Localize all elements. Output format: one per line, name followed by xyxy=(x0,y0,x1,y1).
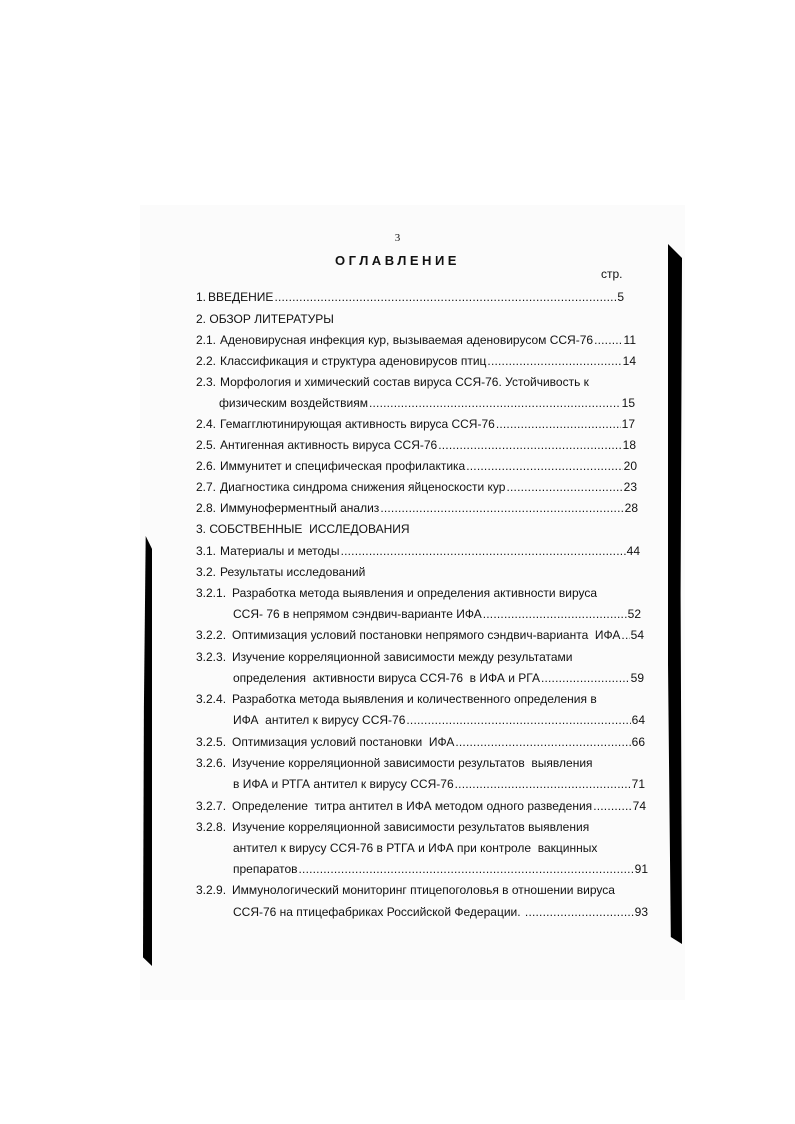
entry-page: 52 xyxy=(627,607,641,621)
toc-entry xyxy=(196,628,644,643)
toc-entry-line xyxy=(233,841,597,856)
entry-page: 20 xyxy=(623,459,637,473)
dot-leader xyxy=(593,799,631,814)
toc-entry xyxy=(219,396,635,411)
toc-heading xyxy=(196,312,334,327)
entry-number: 3.2.4. xyxy=(196,692,227,706)
entry-title: Иммунитет и специфическая профилактика xyxy=(220,459,466,473)
dot-leader xyxy=(466,459,622,474)
toc-entry xyxy=(196,333,636,348)
entry-title: Морфология и химический состав вируса ССЯ-76. Устойчивость к xyxy=(220,375,589,389)
entry-title: Разработка метода выявления и определения активности вируса xyxy=(232,586,598,600)
entry-number: 3.2.1. xyxy=(196,586,227,600)
toc-entry xyxy=(196,735,645,750)
toc-entry xyxy=(233,671,644,686)
entry-number: 3.2.6. xyxy=(196,756,227,770)
dot-leader xyxy=(496,417,621,432)
toc-heading xyxy=(196,522,410,537)
toc-entry xyxy=(233,607,641,622)
entry-number: 3. xyxy=(196,522,207,536)
toc-entry xyxy=(196,501,638,516)
toc-entry-line xyxy=(196,883,615,898)
entry-title: Аденовирусная инфекция кур, вызываемая аденовирусом ССЯ-76 xyxy=(220,333,594,347)
entry-number: 2.1. xyxy=(196,333,217,347)
entry-title-continued: ИФА антител к вирусу ССЯ-76 xyxy=(233,713,406,727)
entry-page: 64 xyxy=(631,713,645,727)
entry-title: Диагностика синдрома снижения яйценоскости кур xyxy=(220,480,506,494)
entry-page: 17 xyxy=(621,417,635,431)
entry-page: 28 xyxy=(624,501,638,515)
entry-title: ВВЕДЕНИЕ xyxy=(208,290,274,304)
entry-page: 44 xyxy=(626,544,640,558)
dot-leader xyxy=(483,607,627,622)
toc-entry xyxy=(196,799,646,814)
entry-title-continued: препаратов xyxy=(233,862,298,876)
entry-page: 93 xyxy=(634,905,648,919)
dot-leader xyxy=(341,544,626,559)
toc-entry xyxy=(196,459,637,474)
toc-entry xyxy=(196,544,640,559)
entry-page: 54 xyxy=(630,628,644,642)
entry-title-continued: в ИФА и РТГА антител к вирусу ССЯ-76 xyxy=(233,777,454,791)
toc-entry xyxy=(233,777,645,792)
entry-number: 1. xyxy=(196,290,207,304)
dot-leader xyxy=(455,777,631,792)
entry-number: 2.2. xyxy=(196,354,217,368)
entry-title: Гемагглютинирующая активность вируса ССЯ-76 xyxy=(220,417,495,431)
toc-entry xyxy=(196,417,635,432)
toc-entry xyxy=(196,290,624,305)
toc-entry xyxy=(196,354,636,369)
entry-page: 71 xyxy=(631,777,645,791)
page-column-label: стр. xyxy=(601,267,623,281)
entry-title: ОБЗОР ЛИТЕРАТУРЫ xyxy=(209,312,334,326)
dot-leader xyxy=(541,671,630,686)
entry-title: Изучение корреляционной зависимости между результатами xyxy=(232,650,573,664)
dot-leader xyxy=(594,333,622,348)
entry-number: 3.2.5. xyxy=(196,735,227,749)
toc-entry-line xyxy=(196,375,589,390)
toc-entry-line xyxy=(196,756,593,771)
dot-leader xyxy=(621,628,629,643)
toc-entry-line xyxy=(196,650,572,665)
entry-number: 3.2.2. xyxy=(196,628,227,642)
page-number: 3 xyxy=(394,232,401,244)
entry-page: 66 xyxy=(631,735,645,749)
dot-leader xyxy=(455,735,630,750)
dot-leader xyxy=(438,438,621,453)
entry-number: 2.3. xyxy=(196,375,217,389)
entry-number: 2.5. xyxy=(196,438,217,452)
entry-title: СОБСТВЕННЫЕ ИССЛЕДОВАНИЯ xyxy=(209,522,410,536)
entry-page: 74 xyxy=(632,799,646,813)
entry-title-continued: ССЯ-76 на птицефабриках Российской Федерации. xyxy=(233,905,524,919)
entry-title-continued: физическим воздействиям xyxy=(219,396,368,410)
dot-leader xyxy=(487,354,621,369)
dot-leader xyxy=(369,396,621,411)
entry-title-continued: ССЯ- 76 в непрямом сэндвич-варианте ИФА xyxy=(233,607,482,621)
entry-title-continued: антител к вирусу ССЯ-76 в РТГА и ИФА при контроле вакцинных xyxy=(233,841,598,855)
entry-title: Результаты исследований xyxy=(220,565,366,579)
entry-page: 14 xyxy=(622,354,636,368)
entry-number: 2.4. xyxy=(196,417,217,431)
entry-title: Оптимизация условий постановки ИФА xyxy=(232,735,455,749)
entry-number: 3.2.8. xyxy=(196,820,227,834)
dot-leader xyxy=(506,480,622,495)
entry-title: Иммунологический мониторинг птицепоголовья в отношении вируса xyxy=(232,883,615,897)
entry-title: Антигенная активность вируса ССЯ-76 xyxy=(220,438,438,452)
entry-title: Разработка метода выявления и количественного определения в xyxy=(232,692,597,706)
entry-title: Изучение корреляционной зависимости результатов выявления xyxy=(232,756,593,770)
toc-entry-line xyxy=(196,586,597,601)
dot-leader xyxy=(380,501,623,516)
entry-number: 3.2. xyxy=(196,565,217,579)
page-title: ОГЛАВЛЕНИЕ xyxy=(335,253,460,268)
entry-title: Классификация и структура аденовирусов птиц xyxy=(220,354,487,368)
toc-heading xyxy=(196,565,365,580)
entry-title: Иммуноферментный анализ xyxy=(220,501,380,515)
dot-leader xyxy=(525,905,634,920)
entry-page: 23 xyxy=(623,480,637,494)
toc-entry xyxy=(233,713,645,728)
entry-number: 3.1. xyxy=(196,544,217,558)
entry-title: Изучение корреляционной зависимости результатов выявления xyxy=(232,820,590,834)
entry-page: 59 xyxy=(630,671,644,685)
entry-page: 15 xyxy=(621,396,635,410)
entry-title: Определение титра антител в ИФА методом одного разведения xyxy=(232,799,593,813)
entry-page: 5 xyxy=(617,290,624,304)
dot-leader xyxy=(274,290,616,305)
entry-title: Оптимизация условий постановки непрямого сэндвич-варианта ИФА xyxy=(232,628,621,642)
dot-leader xyxy=(299,862,634,877)
entry-title-continued: определения активности вируса ССЯ-76 в ИФА и РГА xyxy=(233,671,540,685)
toc-entry-line xyxy=(196,820,589,835)
entry-title: Материалы и методы xyxy=(220,544,340,558)
dot-leader xyxy=(406,713,630,728)
entry-number: 2.8. xyxy=(196,501,217,515)
entry-number: 2. xyxy=(196,312,207,326)
entry-page: 11 xyxy=(623,333,636,347)
entry-number: 3.2.9. xyxy=(196,883,227,897)
entry-number: 2.6. xyxy=(196,459,217,473)
toc-entry-line xyxy=(196,692,597,707)
toc-entry xyxy=(233,905,648,920)
entry-number: 3.2.7. xyxy=(196,799,227,813)
entry-page: 18 xyxy=(622,438,636,452)
toc-entry xyxy=(196,480,637,495)
entry-number: 3.2.3. xyxy=(196,650,227,664)
toc-entry xyxy=(196,438,636,453)
entry-number: 2.7. xyxy=(196,480,217,494)
entry-page: 91 xyxy=(634,862,648,876)
toc-entry xyxy=(233,862,648,877)
